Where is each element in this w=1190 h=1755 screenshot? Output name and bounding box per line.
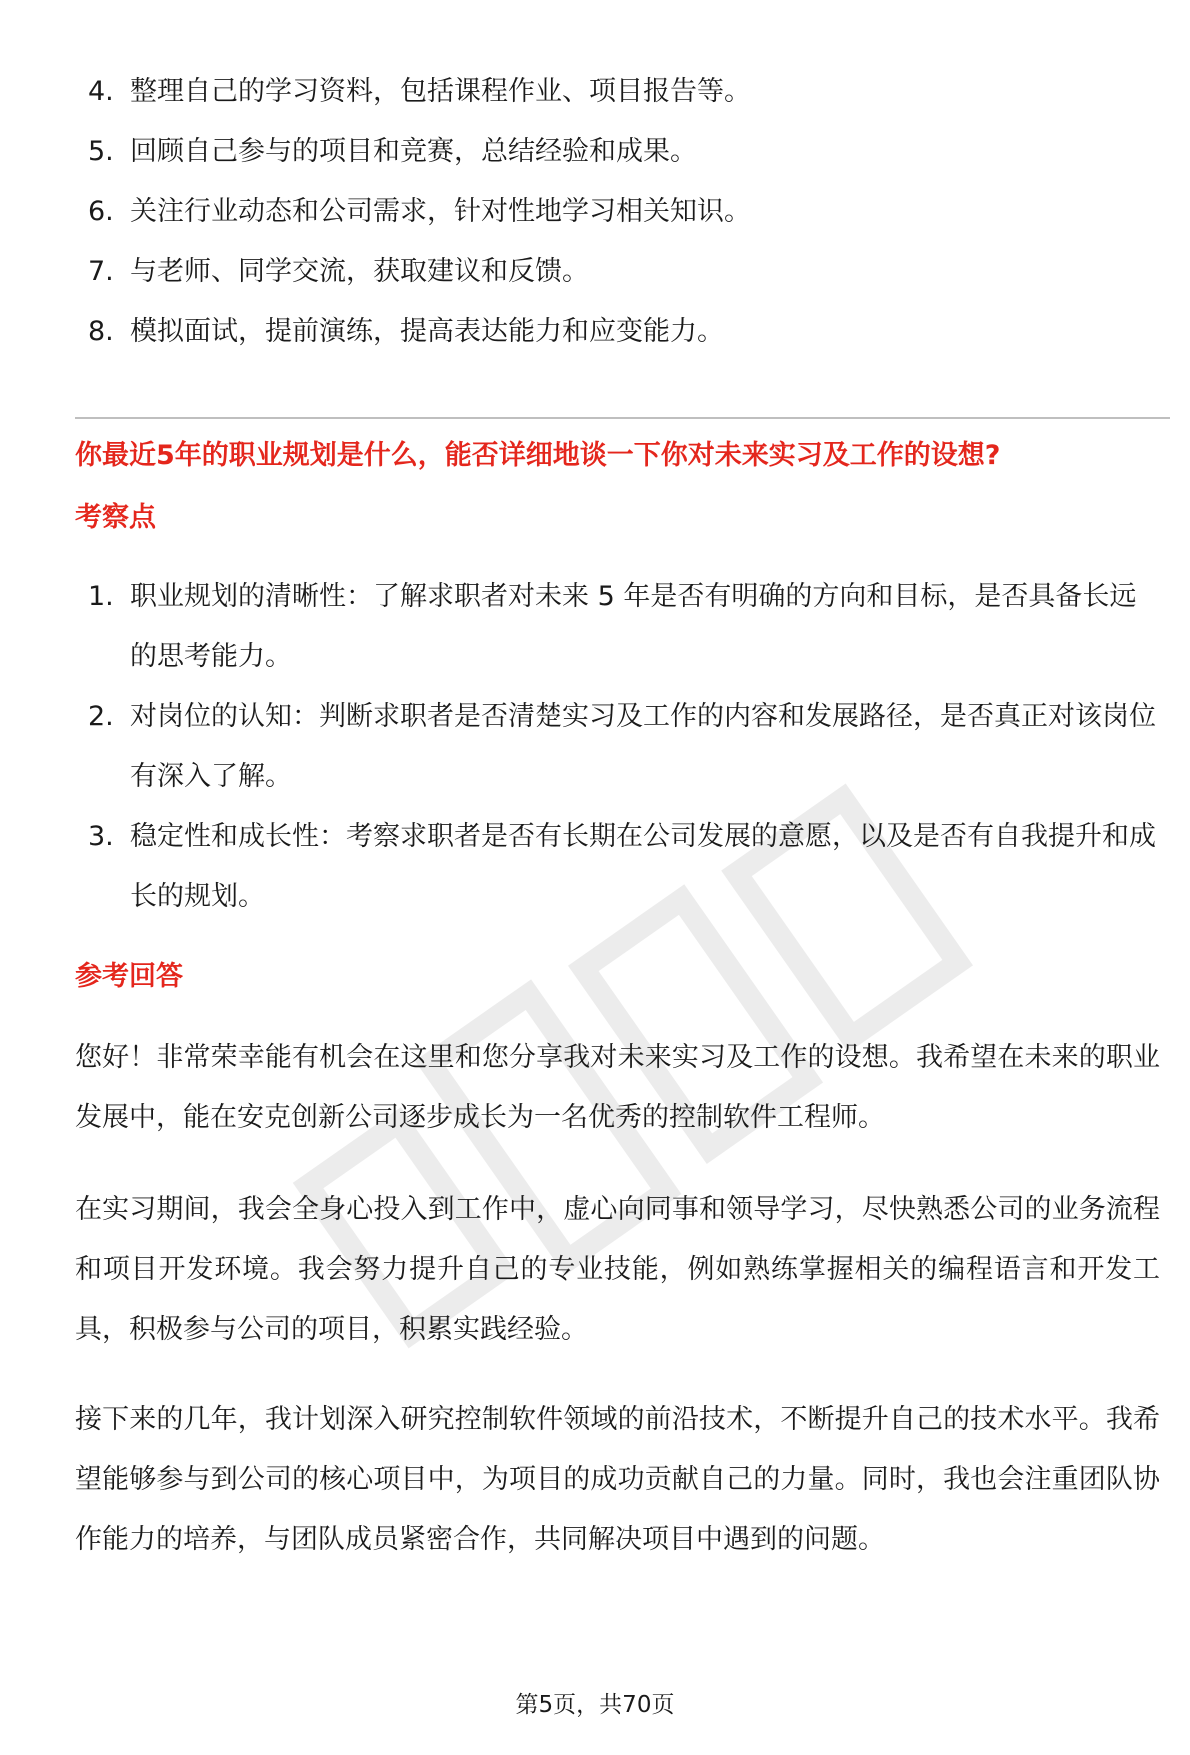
list-number: 2. <box>88 701 114 732</box>
list-text: 整理自己的学习资料，包括课程作业、项目报告等。 <box>130 76 751 107</box>
list-item <box>88 182 1158 242</box>
list-number: 5. <box>88 136 114 167</box>
answer-heading: 参考回答 <box>75 961 183 992</box>
list-item <box>88 567 1158 687</box>
list-text: 对岗位的认知：判断求职者是否清楚实习及工作的内容和发展路径，是否真正对该岗位有深入了解。 <box>130 701 1156 792</box>
list-number: 1. <box>88 581 114 612</box>
list-number: 6. <box>88 196 114 227</box>
interview-question: 你最近5年的职业规划是什么，能否详细地谈一下你对未来实习及工作的设想? <box>75 440 1001 471</box>
assessment-points-list <box>88 567 1158 927</box>
list-number: 3. <box>88 821 114 852</box>
list-number: 7. <box>88 256 114 287</box>
answer-paragraph: 接下来的几年，我计划深入研究控制软件领域的前沿技术，不断提升自己的技术水平。我希望能够参与到公司的核心项目中，为项目的成功贡献自己的力量。同时，我也会注重团队协作能力的培养，与团队成员紧密合作，共同解决项目中遇到的问题。 <box>75 1404 1160 1555</box>
list-item <box>88 687 1158 807</box>
points-heading: 考察点 <box>75 502 156 533</box>
list-item <box>88 242 1158 302</box>
list-text: 与老师、同学交流，获取建议和反馈。 <box>130 256 589 287</box>
list-item <box>88 122 1158 182</box>
list-item <box>88 302 1158 362</box>
list-number: 8. <box>88 316 114 347</box>
list-item <box>88 62 1158 122</box>
list-text: 模拟面试，提前演练，提高表达能力和应变能力。 <box>130 316 724 347</box>
answer-paragraph: 您好！非常荣幸能有机会在这里和您分享我对未来实习及工作的设想。我希望在未来的职业发展中，能在安克创新公司逐步成长为一名优秀的控制软件工程师。 <box>75 1042 1160 1133</box>
answer-paragraph: 在实习期间，我会全身心投入到工作中，虚心向同事和领导学习，尽快熟悉公司的业务流程和项目开发环境。我会努力提升自己的专业技能，例如熟练掌握相关的编程语言和开发工具，积极参与公司的项目，积累实践经验。 <box>75 1194 1160 1345</box>
list-text: 稳定性和成长性：考察求职者是否有长期在公司发展的意愿，以及是否有自我提升和成长的规划。 <box>130 821 1156 912</box>
list-text: 回顾自己参与的项目和竞赛，总结经验和成果。 <box>130 136 697 167</box>
list-text: 关注行业动态和公司需求，针对性地学习相关知识。 <box>130 196 751 227</box>
prep-steps-list <box>88 62 1158 362</box>
page-number: 第5页，共70页 <box>515 1692 675 1718</box>
list-item <box>88 807 1158 927</box>
list-text: 职业规划的清晰性：了解求职者对未来 5 年是否有明确的方向和目标，是否具备长远的思考能力。 <box>130 581 1137 672</box>
section-divider <box>75 417 1170 419</box>
list-number: 4. <box>88 76 114 107</box>
